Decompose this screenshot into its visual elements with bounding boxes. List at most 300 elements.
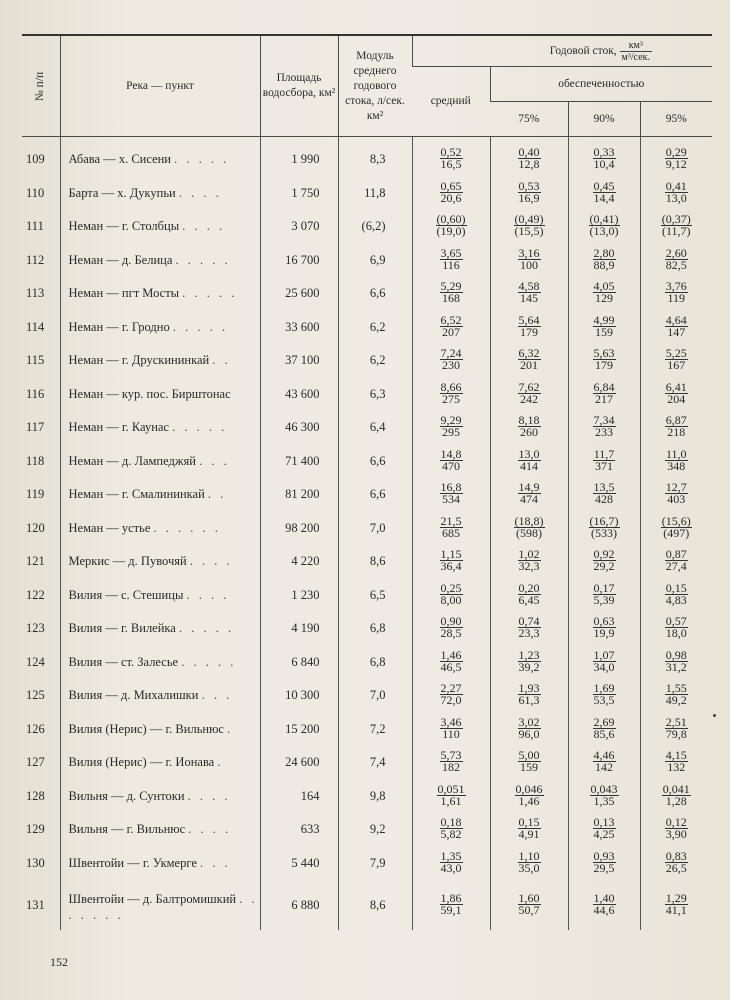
flow-discharge-m3s: 159 — [595, 324, 613, 339]
runoff-modulus: 8,3 — [338, 137, 412, 177]
flow-volume-km3: (18,8) — [514, 513, 544, 528]
row-number: 127 — [26, 755, 45, 770]
flow-discharge-m3s: 685 — [442, 525, 460, 540]
flow-fraction — [661, 513, 692, 540]
flow-fraction — [593, 890, 616, 917]
table-row — [22, 545, 712, 579]
river-point-name: Швентойи — д. Балтромишкий — [68, 892, 237, 906]
flow-discharge-m3s: 207 — [442, 324, 460, 339]
flow-fraction — [518, 890, 541, 917]
flow-mean — [412, 713, 490, 747]
flow-p90 — [568, 813, 640, 847]
river-point-name: Абава — х. Сисени — [68, 152, 171, 167]
flow-volume-km3: 6,87 — [665, 413, 687, 428]
leader-dots: . . . . — [189, 554, 233, 569]
flow-p75 — [490, 512, 568, 546]
flow-fraction — [518, 415, 541, 438]
flow-discharge-m3s: 3,90 — [665, 827, 687, 842]
flow-p75 — [490, 137, 568, 177]
catchment-area: 3 070 — [260, 210, 338, 244]
row-number: 117 — [26, 420, 45, 435]
flow-p75 — [490, 847, 568, 881]
table-row — [22, 512, 712, 546]
river-point-name: Швентойи — г. Укмерге — [68, 855, 197, 870]
flow-fraction — [440, 714, 463, 741]
river-point-name: Неман — г. Каунас — [68, 420, 169, 435]
flow-discharge-m3s: 88,9 — [593, 257, 615, 272]
flow-volume-km3: 16,8 — [440, 480, 462, 495]
flow-mean — [412, 177, 490, 211]
flow-discharge-m3s: 34,0 — [593, 659, 615, 674]
flow-volume-km3: 13,0 — [518, 446, 540, 461]
catchment-area: 633 — [260, 813, 338, 847]
row-number: 116 — [26, 386, 45, 401]
flow-volume-km3: (16,7) — [589, 513, 619, 528]
runoff-modulus: 6,6 — [338, 277, 412, 311]
flow-discharge-m3s: 26,5 — [665, 860, 687, 875]
flow-p90 — [568, 478, 640, 512]
flow-discharge-m3s: 10,4 — [593, 157, 615, 172]
flow-volume-km3: 0,40 — [518, 145, 540, 160]
river-point-name: Вильня — д. Сунтоки — [68, 788, 185, 803]
catchment-area: 1 230 — [260, 579, 338, 613]
flow-fraction — [518, 817, 541, 840]
flow-volume-km3: 0,92 — [593, 547, 615, 562]
row-number: 115 — [26, 353, 45, 368]
flow-fraction — [440, 281, 463, 304]
flow-mean — [412, 512, 490, 546]
flow-fraction — [515, 781, 544, 808]
river-point-name: Вильня — г. Вильнюс — [68, 822, 186, 837]
flow-p95 — [640, 579, 712, 613]
flow-volume-km3: (0,60) — [436, 212, 466, 227]
flow-volume-km3: 0,53 — [518, 178, 540, 193]
row-number: 121 — [26, 554, 45, 569]
flow-mean — [412, 813, 490, 847]
flow-discharge-m3s: 12,8 — [518, 157, 540, 172]
flow-fraction — [518, 312, 541, 339]
flow-fraction — [518, 379, 541, 406]
flow-fraction — [662, 781, 691, 808]
flow-discharge-m3s: 182 — [442, 760, 460, 775]
header-annual-flow: Годовой сток, $\frac{\text{км³}}{\text{м³/сек.}}$ — [412, 35, 712, 67]
runoff-modulus: 6,6 — [338, 445, 412, 479]
flow-volume-km3: 0,051 — [437, 781, 465, 796]
flow-discharge-m3s: 61,3 — [518, 693, 540, 708]
flow-discharge-m3s: 35,0 — [518, 860, 540, 875]
flow-p95 — [640, 210, 712, 244]
header-area: Площадь водосбора, км² — [260, 35, 338, 137]
river-point — [60, 137, 260, 177]
table-row — [22, 411, 712, 445]
flow-discharge-m3s: 20,6 — [440, 190, 462, 205]
flow-volume-km3: 0,83 — [665, 848, 687, 863]
row-number: 119 — [26, 487, 45, 502]
flow-discharge-m3s: (13,0) — [589, 224, 619, 239]
flow-p90 — [568, 344, 640, 378]
flow-fraction — [593, 281, 616, 304]
flow-p95 — [640, 478, 712, 512]
flow-p75 — [490, 277, 568, 311]
flow-p90 — [568, 612, 640, 646]
flow-fraction — [593, 446, 616, 473]
runoff-modulus: 7,9 — [338, 847, 412, 881]
flow-volume-km3: 3,46 — [440, 714, 462, 729]
row-number: 122 — [26, 587, 45, 602]
row-number: 131 — [26, 897, 45, 912]
flow-p95 — [640, 679, 712, 713]
flow-volume-km3: 1,86 — [440, 890, 462, 905]
flow-p90 — [568, 646, 640, 680]
table-row — [22, 344, 712, 378]
flow-p75 — [490, 612, 568, 646]
flow-discharge-m3s: 5,82 — [440, 827, 462, 842]
flow-fraction — [665, 750, 688, 773]
river-point — [60, 478, 260, 512]
flow-volume-km3: 2,69 — [593, 714, 615, 729]
leader-dots: . . . . . . — [153, 520, 221, 535]
flow-volume-km3: 4,15 — [665, 748, 687, 763]
flow-volume-km3: (0,41) — [589, 212, 619, 227]
flow-fraction — [518, 647, 541, 674]
flow-fraction — [593, 379, 616, 406]
flow-volume-km3: 7,24 — [440, 346, 462, 361]
table-row — [22, 713, 712, 747]
flow-discharge-m3s: 8,00 — [440, 592, 462, 607]
river-point-name: Неман — д. Белица — [68, 252, 173, 267]
table-row — [22, 478, 712, 512]
runoff-modulus: 6,4 — [338, 411, 412, 445]
flow-volume-km3: 2,60 — [665, 245, 687, 260]
flow-discharge-m3s: 414 — [520, 458, 538, 473]
table-row — [22, 378, 712, 412]
flow-volume-km3: 6,32 — [518, 346, 540, 361]
flow-mean — [412, 411, 490, 445]
flow-volume-km3: 1,60 — [518, 890, 540, 905]
flow-discharge-m3s: 168 — [442, 291, 460, 306]
flow-volume-km3: 6,84 — [593, 379, 615, 394]
runoff-modulus: 9,8 — [338, 780, 412, 814]
flow-volume-km3: 0,98 — [665, 647, 687, 662]
flow-fraction — [665, 178, 688, 205]
flow-volume-km3: 1,15 — [440, 547, 462, 562]
header-river: Река — пункт — [60, 35, 260, 137]
flow-volume-km3: 1,46 — [440, 647, 462, 662]
flow-mean — [412, 847, 490, 881]
flow-p90 — [568, 545, 640, 579]
flow-discharge-m3s: 44,6 — [593, 902, 615, 917]
catchment-area: 10 300 — [260, 679, 338, 713]
flow-fraction — [589, 214, 620, 237]
flow-p90 — [568, 378, 640, 412]
flow-p95 — [640, 713, 712, 747]
flow-fraction — [440, 647, 463, 674]
catchment-area: 164 — [260, 780, 338, 814]
flow-discharge-m3s: 82,5 — [665, 257, 687, 272]
flow-volume-km3: 8,66 — [440, 379, 462, 394]
flow-volume-km3: 0,15 — [518, 815, 540, 830]
flow-volume-km3: 1,02 — [518, 547, 540, 562]
flow-mean — [412, 679, 490, 713]
runoff-modulus: 6,8 — [338, 646, 412, 680]
flow-p75 — [490, 311, 568, 345]
flow-volume-km3: 4,05 — [593, 279, 615, 294]
leader-dots: . . . . — [188, 822, 232, 837]
flow-discharge-m3s: 1,46 — [518, 793, 540, 808]
flow-discharge-m3s: 295 — [442, 425, 460, 440]
flow-volume-km3: 0,63 — [593, 614, 615, 629]
flow-discharge-m3s: (598) — [516, 525, 542, 540]
flow-p90 — [568, 411, 640, 445]
flow-fraction — [665, 616, 688, 639]
river-point — [60, 880, 260, 930]
table-row — [22, 579, 712, 613]
flow-fraction — [514, 513, 545, 540]
flow-fraction — [437, 781, 466, 808]
river-point — [60, 445, 260, 479]
flow-volume-km3: 6,41 — [665, 379, 687, 394]
flow-fraction — [665, 312, 688, 339]
row-number: 125 — [26, 688, 45, 703]
runoff-modulus: 9,2 — [338, 813, 412, 847]
runoff-modulus: 7,0 — [338, 679, 412, 713]
flow-volume-km3: 0,17 — [593, 580, 615, 595]
flow-p90 — [568, 277, 640, 311]
flow-mean — [412, 277, 490, 311]
table-row — [22, 780, 712, 814]
flow-p95 — [640, 512, 712, 546]
flow-discharge-m3s: 27,4 — [665, 559, 687, 574]
flow-discharge-m3s: 79,8 — [665, 726, 687, 741]
leader-dots: . . . . — [187, 788, 231, 803]
flow-volume-km3: 0,41 — [665, 178, 687, 193]
row-number: 110 — [26, 185, 45, 200]
flow-volume-km3: 3,76 — [665, 279, 687, 294]
flow-volume-km3: 1,40 — [593, 890, 615, 905]
river-point — [60, 277, 260, 311]
flow-mean — [412, 880, 490, 930]
flow-discharge-m3s: 19,9 — [593, 626, 615, 641]
flow-fraction — [593, 312, 616, 339]
flow-volume-km3: 0,25 — [440, 580, 462, 595]
table-row — [22, 277, 712, 311]
flow-volume-km3: 1,23 — [518, 647, 540, 662]
flow-discharge-m3s: 371 — [595, 458, 613, 473]
flow-fraction — [436, 214, 467, 237]
flow-fraction — [518, 683, 541, 706]
leader-dots: . . . . . — [174, 152, 230, 167]
flow-fraction — [661, 214, 692, 237]
flow-volume-km3: 0,29 — [665, 145, 687, 160]
flow-volume-km3: 9,29 — [440, 413, 462, 428]
flow-p95 — [640, 880, 712, 930]
flow-fraction — [518, 245, 541, 272]
runoff-modulus: 6,9 — [338, 244, 412, 278]
row-number: 118 — [26, 453, 45, 468]
flow-discharge-m3s: 50,7 — [518, 902, 540, 917]
header-provision: обеспеченностью — [490, 67, 712, 102]
leader-dots: . . — [207, 487, 227, 502]
flow-p75 — [490, 244, 568, 278]
catchment-area: 5 440 — [260, 847, 338, 881]
flow-volume-km3: 3,02 — [518, 714, 540, 729]
flow-discharge-m3s: 179 — [595, 358, 613, 373]
flow-p90 — [568, 847, 640, 881]
flow-discharge-m3s: 39,2 — [518, 659, 540, 674]
flow-volume-km3: 8,18 — [518, 413, 540, 428]
flow-fraction — [665, 848, 688, 875]
runoff-modulus: 8,6 — [338, 545, 412, 579]
flow-discharge-m3s: 167 — [667, 358, 686, 373]
runoff-modulus: 6,3 — [338, 378, 412, 412]
flow-mean — [412, 579, 490, 613]
flow-volume-km3: (15,6) — [661, 513, 691, 528]
flow-p75 — [490, 378, 568, 412]
catchment-area: 43 600 — [260, 378, 338, 412]
flow-fraction — [665, 446, 688, 473]
flow-fraction — [518, 482, 541, 505]
flow-p95 — [640, 411, 712, 445]
flow-volume-km3: 0,13 — [593, 815, 615, 830]
flow-p75 — [490, 746, 568, 780]
flow-volume-km3: 0,18 — [440, 815, 462, 830]
catchment-area: 6 880 — [260, 880, 338, 930]
flow-volume-km3: 0,65 — [440, 178, 462, 193]
flow-p90 — [568, 177, 640, 211]
catchment-area: 15 200 — [260, 713, 338, 747]
flow-p95 — [640, 646, 712, 680]
flow-discharge-m3s: 32,3 — [518, 559, 540, 574]
flow-p75 — [490, 478, 568, 512]
river-point-name: Вилия — г. Вилейка — [68, 621, 176, 636]
flow-p75 — [490, 177, 568, 211]
flow-discharge-m3s: 145 — [520, 291, 538, 306]
table-row — [22, 311, 712, 345]
flow-volume-km3: 0,043 — [590, 781, 618, 796]
flow-discharge-m3s: 41,1 — [665, 902, 687, 917]
river-point-name: Неман — д. Лампеджяй — [68, 453, 196, 468]
flow-discharge-m3s: (533) — [591, 525, 617, 540]
flow-fraction — [665, 714, 688, 741]
flow-discharge-m3s: 179 — [520, 324, 538, 339]
flow-fraction — [518, 446, 541, 473]
flow-discharge-m3s: 29,5 — [593, 860, 615, 875]
river-point-name: Вилия (Нерис) — г. Вильнюс — [68, 721, 224, 736]
flow-discharge-m3s: 142 — [595, 760, 613, 775]
flow-p90 — [568, 512, 640, 546]
flow-discharge-m3s: 147 — [667, 324, 686, 339]
flow-p75 — [490, 880, 568, 930]
flow-fraction — [665, 379, 688, 406]
flow-volume-km3: 5,73 — [440, 748, 462, 763]
runoff-modulus: 8,6 — [338, 880, 412, 930]
flow-volume-km3: 0,57 — [665, 614, 687, 629]
runoff-modulus: 6,6 — [338, 478, 412, 512]
runoff-modulus: 11,8 — [338, 177, 412, 211]
flow-fraction — [593, 415, 616, 438]
flow-p75 — [490, 679, 568, 713]
flow-fraction — [593, 549, 616, 572]
leader-dots: . . . . — [178, 185, 222, 200]
flow-fraction — [593, 482, 616, 505]
flow-p75 — [490, 445, 568, 479]
row-number: 113 — [26, 286, 45, 301]
flow-fraction — [665, 415, 688, 438]
flow-volume-km3: 1,07 — [593, 647, 615, 662]
flow-volume-km3: 0,93 — [593, 848, 615, 863]
flow-discharge-m3s: 470 — [442, 458, 460, 473]
leader-dots: . . — [212, 353, 231, 368]
flow-discharge-m3s: 53,5 — [593, 693, 615, 708]
flow-volume-km3: 0,90 — [440, 614, 462, 629]
flow-volume-km3: 4,64 — [665, 312, 687, 327]
flow-volume-km3: (0,37) — [661, 212, 691, 227]
flow-volume-km3: 4,99 — [593, 312, 615, 327]
river-point — [60, 780, 260, 814]
flow-p95 — [640, 311, 712, 345]
flow-fraction — [518, 714, 541, 741]
river-point — [60, 311, 260, 345]
flow-fraction — [518, 580, 541, 607]
flow-p90 — [568, 746, 640, 780]
river-point — [60, 411, 260, 445]
catchment-area: 1 990 — [260, 137, 338, 177]
river-point — [60, 579, 260, 613]
flow-volume-km3: 0,87 — [665, 547, 687, 562]
flow-discharge-m3s: 201 — [520, 358, 538, 373]
flow-volume-km3: 6,52 — [440, 312, 462, 327]
flow-volume-km3: 1,55 — [665, 681, 687, 696]
flow-discharge-m3s: 129 — [595, 291, 613, 306]
flow-mean — [412, 137, 490, 177]
flow-volume-km3: 1,93 — [518, 681, 540, 696]
flow-volume-km3: 0,15 — [665, 580, 687, 595]
flow-mean — [412, 612, 490, 646]
flow-volume-km3: 21,5 — [440, 513, 462, 528]
table-row — [22, 210, 712, 244]
flow-volume-km3: 4,58 — [518, 279, 540, 294]
flow-volume-km3: 7,34 — [593, 413, 615, 428]
flow-fraction — [514, 214, 545, 237]
row-number: 130 — [26, 855, 45, 870]
flow-fraction — [593, 178, 616, 205]
flow-fraction — [593, 147, 616, 170]
flow-p95 — [640, 137, 712, 177]
flow-fraction — [665, 348, 688, 371]
flow-discharge-m3s: 116 — [442, 257, 460, 272]
flow-p95 — [640, 746, 712, 780]
table-row — [22, 880, 712, 930]
flow-discharge-m3s: (11,7) — [661, 224, 691, 239]
river-point-name: Вилия — ст. Залесье — [68, 654, 179, 669]
flow-fraction — [593, 848, 616, 875]
flow-fraction — [518, 178, 541, 205]
table-row — [22, 847, 712, 881]
flow-fraction — [593, 647, 616, 674]
table-row — [22, 813, 712, 847]
runoff-table — [22, 34, 712, 930]
flow-discharge-m3s: 428 — [595, 492, 613, 507]
flow-fraction — [440, 147, 463, 170]
river-point — [60, 646, 260, 680]
flow-fraction — [440, 750, 463, 773]
flow-discharge-m3s: 23,3 — [518, 626, 540, 641]
flow-mean — [412, 344, 490, 378]
flow-mean — [412, 244, 490, 278]
flow-fraction — [440, 817, 463, 840]
flow-fraction — [593, 714, 616, 741]
flow-volume-km3: 5,00 — [518, 748, 540, 763]
